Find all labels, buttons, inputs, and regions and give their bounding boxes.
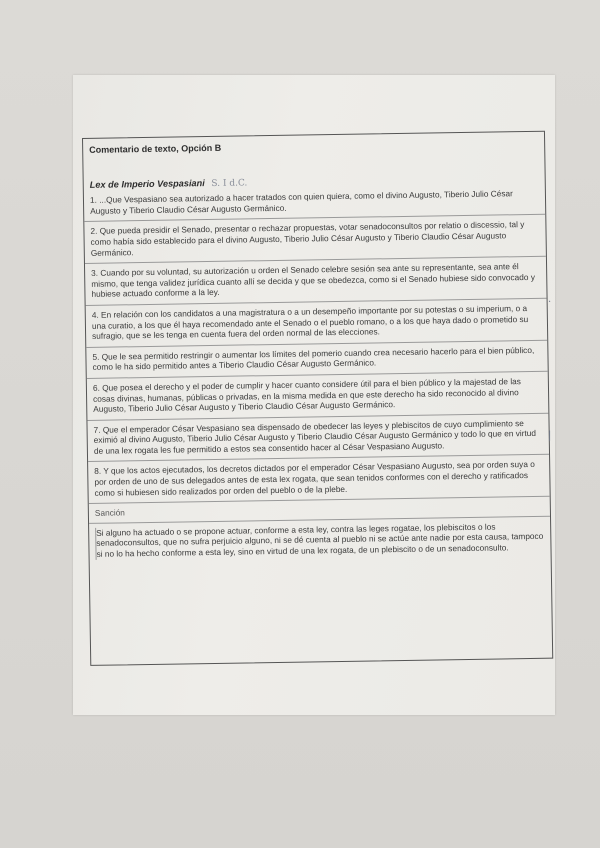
margin-pen-mark: · [548,297,552,308]
paragraph-8: 8. Y que los actos ejecutados, los decretos dictados por el emperador César Vespasiano Augusto, sea por orden suya o por orden de uno de sus delegados antes de esta lex rogata, que sean tenidos conformes con el derecho y ratificados como si hubiesen sido realizados por orden del pueblo o de la plebe. [94,459,535,498]
margin-pen-mark: | [548,430,552,441]
paragraph-7: 7. Que el emperador César Vespasiano sea dispensado de obedecer las leyes y plebiscitos de cuyo cumplimiento se eximió al divino Augusto, Tiberio Julio César Augusto y Tiberio Claudio César Augusto Germánico y todo lo que en virtud de una lex rogata les fue permitido a estos sea consentido hacer al César Vespasiano Augusto. [93,417,537,456]
handwritten-note: S. I d.C. [211,178,248,189]
paragraph-3: 3. Cuando por su voluntad, su autorización u orden el Senado celebre sesión sea ante su representante, sea ante él mismo, que tenga validez jurídica cuanto allí se decida y que se obedezca, como si el Senado hubiese sido convocado y hubiese actuado conforme a la ley. [91,261,536,300]
document-content [89,136,544,560]
paragraph-4: 4. En relación con los candidatos a una magistratura o a un desempeño importante por su potestas o su imperium, o a una curatio, a los que él haya recomendado ante el Senado o el pueblo romano, o a los que haya dado o prometido su sufragio, que se les tenga en cuenta fuera del orden normal de las elecciones. [91,302,529,341]
sancion-text: Si alguno ha actuado o se propone actuar, conforme a esta ley, contra las leges rogatae, los plebiscitos o los senadoconsultos, que no sufra perjuicio alguno, ni se dé cuenta al pueblo ni se actúe ante nadie por esta causa, tampoco si no lo ha hecho conforme a esta ley, sino en virtud de una lex rogata, de un plebiscito o de un senadoconsulto. [96,521,544,559]
title-text: Lex de Imperio Vespasiani [89,177,205,190]
paragraph-6: 6. Que posea el derecho y el poder de cumplir y hacer cuanto considere útil para el bien público y la majestad de las cosas divinas, humanas, públicas o privadas, en la misma medida en que este derecho ha sido reconocido al divino Augusto, Tiberio Julio César Augusto y Tiberio Claudio César Augusto Germánico. [92,376,521,414]
document-heading: Comentario de texto, Opción B [89,142,222,155]
paragraph-1: 1. ...Que Vespasiano sea autorizado a hacer tratados con quien quiera, como el divino Augusto, Tiberio Julio César Augusto y Tiberio Claudio César Augusto Germánico. [89,188,513,216]
sancion-label: Sanción [94,507,125,519]
paragraph-2: 2. Que pueda presidir el Senado, presentar o rechazar propuestas, votar senadoconsultos por relatio o discessio, tal y como había sido establecido para el divino Augusto, Tiberio Julio César Augusto y Tiberio Claudio César Augusto Germánico. [90,219,525,258]
text-frame [82,131,553,666]
paragraph-5: 5. Que le sea permitido restringir o aumentar los límites del pomerio cuando crea necesario hacerlo para el bien público, como le ha sido permitido antes a Tiberio Claudio César Augusto Germánico. [92,344,535,373]
